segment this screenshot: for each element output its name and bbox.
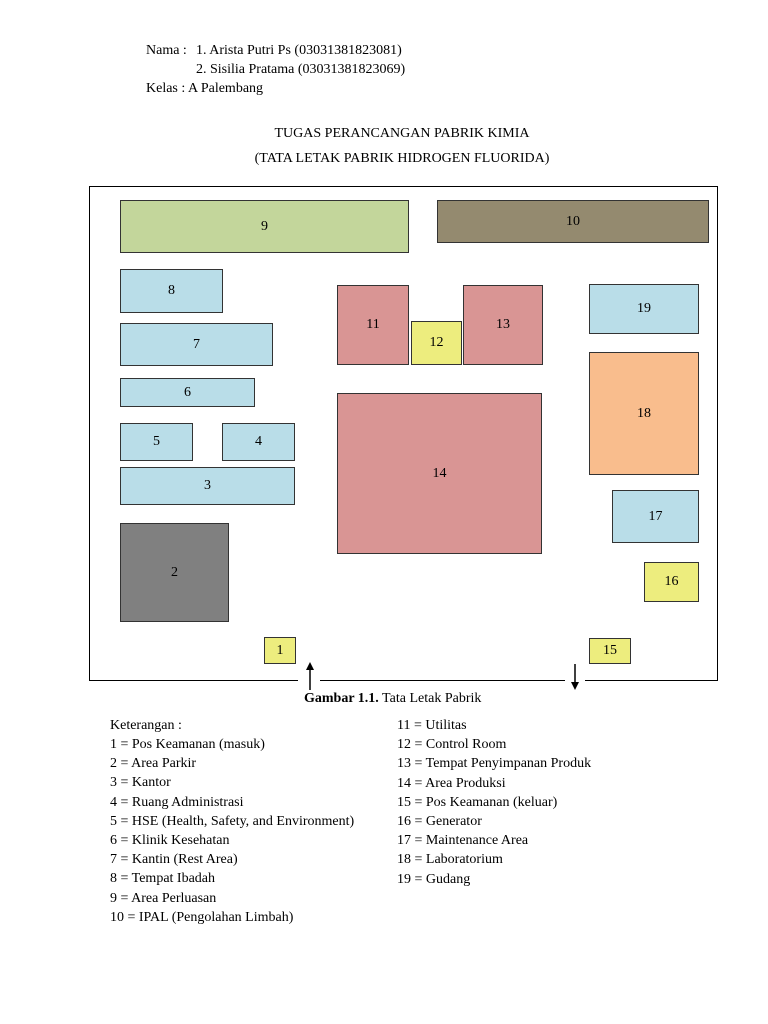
- legend-item: 6 = Klinik Kesehatan: [110, 833, 230, 848]
- legend-item: 8 = Tempat Ibadah: [110, 871, 216, 887]
- legend-item: 13 = Tempat Penyimpanan Produk: [397, 756, 592, 772]
- legend-item: 4 = Ruang Administrasi: [110, 794, 244, 810]
- legend-heading: Keterangan :: [110, 718, 182, 733]
- block-6: 6: [120, 378, 255, 407]
- legend-item: 2 = Area Parkir: [110, 756, 197, 772]
- block-9: 9: [120, 200, 409, 253]
- block-1: 1: [264, 637, 296, 664]
- block-5: 5: [120, 423, 193, 461]
- member-1: 1. Arista Putri Ps (03031381823081): [196, 43, 402, 58]
- legend-item: 15 = Pos Keamanan (keluar): [397, 794, 558, 810]
- caption-number: Gambar 1.1.: [304, 691, 379, 706]
- entrance-arrow-icon: [300, 660, 320, 692]
- block-3: 3: [120, 467, 295, 505]
- legend-item: 7 = Kantin (Rest Area): [110, 852, 238, 868]
- legend-item: 14 = Area Produksi: [397, 775, 506, 791]
- figure-caption: [304, 690, 481, 707]
- block-14: 14: [337, 393, 542, 554]
- legend-item: 17 = Maintenance Area: [397, 833, 529, 849]
- block-16: 16: [644, 562, 699, 602]
- block-18: 18: [589, 352, 699, 475]
- nama-label: Nama :: [146, 43, 187, 58]
- caption-text: Tata Letak Pabrik: [378, 691, 482, 706]
- legend-item: 18 = Laboratorium: [397, 852, 503, 868]
- legend-item: 3 = Kantor: [110, 775, 171, 791]
- legend-item: 9 = Area Perluasan: [110, 890, 217, 906]
- legend-item: 19 = Gudang: [397, 871, 471, 887]
- legend-item: 16 = Generator: [397, 814, 482, 829]
- block-4: 4: [222, 423, 295, 461]
- legend-item: 5 = HSE (Health, Safety, and Environment): [110, 813, 355, 829]
- block-8: 8: [120, 269, 223, 313]
- block-10: 10: [437, 200, 709, 243]
- block-15: 15: [589, 638, 631, 664]
- legend-item: 1 = Pos Keamanan (masuk): [110, 737, 265, 752]
- legend-item: 12 = Control Room: [397, 737, 507, 753]
- block-2: 2: [120, 523, 229, 622]
- block-11: 11: [337, 285, 409, 365]
- block-12: 12: [411, 321, 462, 365]
- block-13: 13: [463, 285, 543, 365]
- member-2: 2. Sisilia Pratama (03031381823069): [196, 62, 406, 77]
- legend-item: 11 = Utilitas: [397, 718, 467, 733]
- block-19: 19: [589, 284, 699, 334]
- block-17: 17: [612, 490, 699, 543]
- block-7: 7: [120, 323, 273, 366]
- title-line-2: (TATA LETAK PABRIK HIDROGEN FLUORIDA): [254, 151, 550, 166]
- title-line-1: TUGAS PERANCANGAN PABRIK KIMIA: [274, 126, 530, 141]
- kelas: Kelas : A Palembang: [146, 81, 264, 96]
- exit-arrow-icon: [565, 660, 585, 692]
- legend-item: 10 = IPAL (Pengolahan Limbah): [110, 909, 294, 925]
